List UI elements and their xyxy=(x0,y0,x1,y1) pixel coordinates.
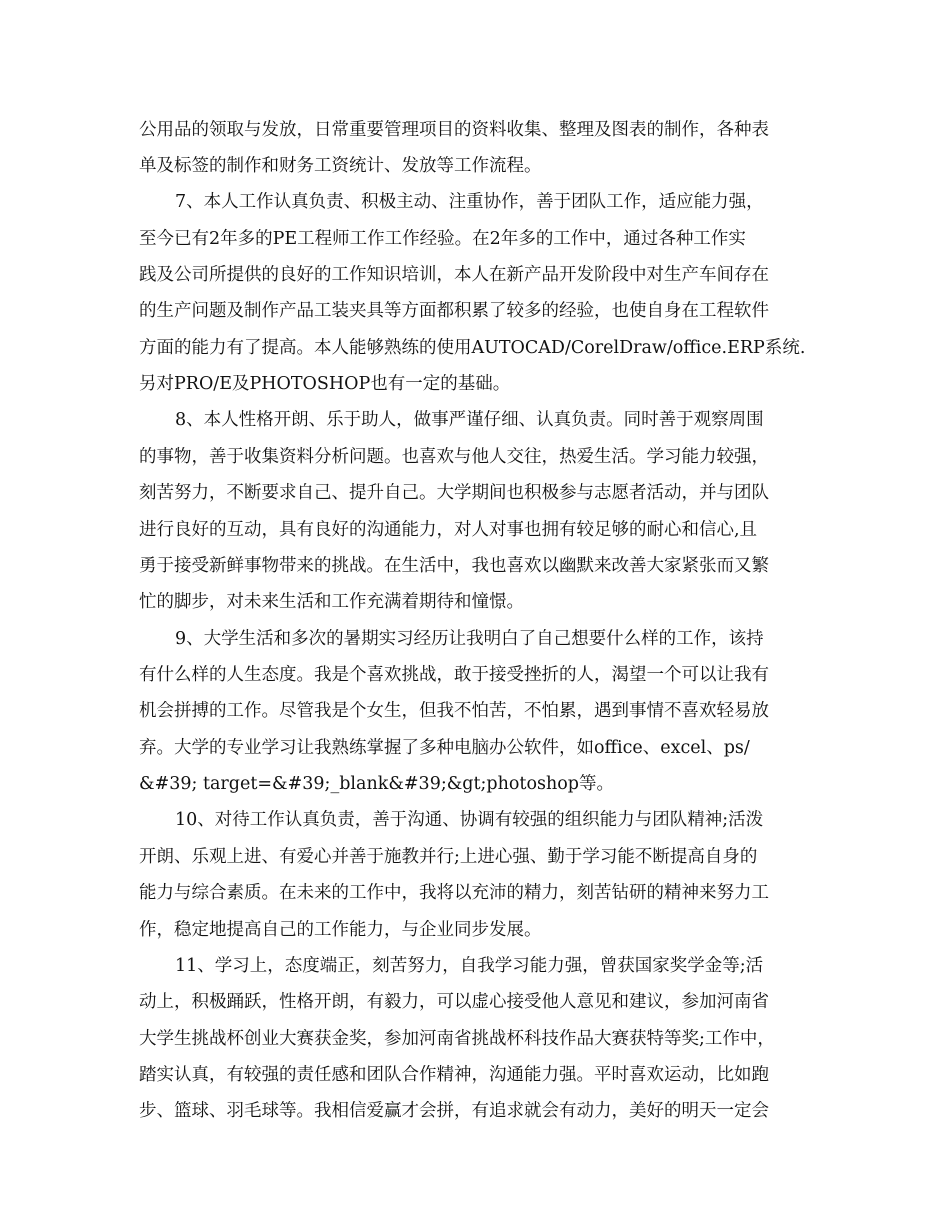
text-line: 有什么样的人生态度。我是个喜欢挑战，敢于接受挫折的人，渴望一个可以让我有 xyxy=(139,665,769,685)
text-line: 另对PRO/E及PHOTOSHOP也有一定的基础。 xyxy=(139,374,511,394)
text-line: 践及公司所提供的良好的工作知识培训，本人在新产品开发阶段中对生产车间存在 xyxy=(139,265,769,285)
text-line: 勇于接受新鲜事物带来的挑战。在生活中，我也喜欢以幽默来改善大家紧张而又繁 xyxy=(139,556,769,576)
text-line: 单及标签的制作和财务工资统计、发放等工作流程。 xyxy=(139,156,542,176)
text-line: &#39; target=&#39;_blank&#39;&gt;photoshop等。 xyxy=(139,774,614,794)
text-line: 作，稳定地提高自己的工作能力，与企业同步发展。 xyxy=(139,920,542,940)
text-line: 机会拼搏的工作。尽管我是个女生，但我不怕苦，不怕累，遇到事情不喜欢轻易放 xyxy=(139,701,769,721)
text-line: 踏实认真，有较强的责任感和团队合作精神，沟通能力强。平时喜欢运动，比如跑 xyxy=(139,1065,769,1085)
text-line: 能力与综合素质。在未来的工作中，我将以充沛的精力，刻苦钻研的精神来努力工 xyxy=(139,883,769,903)
text-line: 公用品的领取与发放，日常重要管理项目的资料收集、整理及图表的制作，各种表 xyxy=(139,120,769,140)
text-line: 的事物，善于收集资料分析问题。也喜欢与他人交往，热爱生活。学习能力较强， xyxy=(139,447,769,467)
paragraph-11-start: 11、学习上，态度端正，刻苦努力，自我学习能力强，曾获国家奖学金等;活 xyxy=(175,956,764,976)
text-line: 忙的脚步，对未来生活和工作充满着期待和憧憬。 xyxy=(139,592,524,612)
text-line: 弃。大学的专业学习让我熟练掌握了多种电脑办公软件，如office、excel、ps/ xyxy=(139,738,750,758)
paragraph-10-start: 10、对待工作认真负责，善于沟通、协调有较强的组织能力与团队精神;活泼 xyxy=(175,810,764,830)
paragraph-8-start: 8、本人性格开朗、乐于助人，做事严谨仔细、认真负责。同时善于观察周围 xyxy=(175,410,764,430)
text-line: 的生产问题及制作产品工装夹具等方面都积累了较多的经验，也使自身在工程软件 xyxy=(139,301,769,321)
text-line: 大学生挑战杯创业大赛获金奖，参加河南省挑战杯科技作品大赛获特等奖;工作中， xyxy=(139,1029,775,1049)
text-line: 步、篮球、羽毛球等。我相信爱赢才会拼，有追求就会有动力，美好的明天一定会 xyxy=(139,1101,769,1121)
text-line: 进行良好的互动，具有良好的沟通能力，对人对事也拥有较足够的耐心和信心,且 xyxy=(139,520,758,540)
paragraph-7-start: 7、本人工作认真负责、积极主动、注重协作，善于团队工作，适应能力强， xyxy=(175,192,764,212)
text-line: 方面的能力有了提高。本人能够熟练的使用AUTOCAD/CorelDraw/office.ERP系统. xyxy=(139,338,806,358)
paragraph-9-start: 9、大学生活和多次的暑期实习经历让我明白了自己想要什么样的工作，该持 xyxy=(175,629,764,649)
text-line: 动上，积极踊跃，性格开朗，有毅力，可以虚心接受他人意见和建议，参加河南省 xyxy=(139,992,769,1012)
text-line: 至今已有2年多的PE工程师工作工作经验。在2年多的工作中，通过各种工作实 xyxy=(139,229,746,249)
text-line: 开朗、乐观上进、有爱心并善于施教并行;上进心强、勤于学习能不断提高自身的 xyxy=(139,847,758,867)
text-line: 刻苦努力，不断要求自己、提升自己。大学期间也积极参与志愿者活动，并与团队 xyxy=(139,483,769,503)
